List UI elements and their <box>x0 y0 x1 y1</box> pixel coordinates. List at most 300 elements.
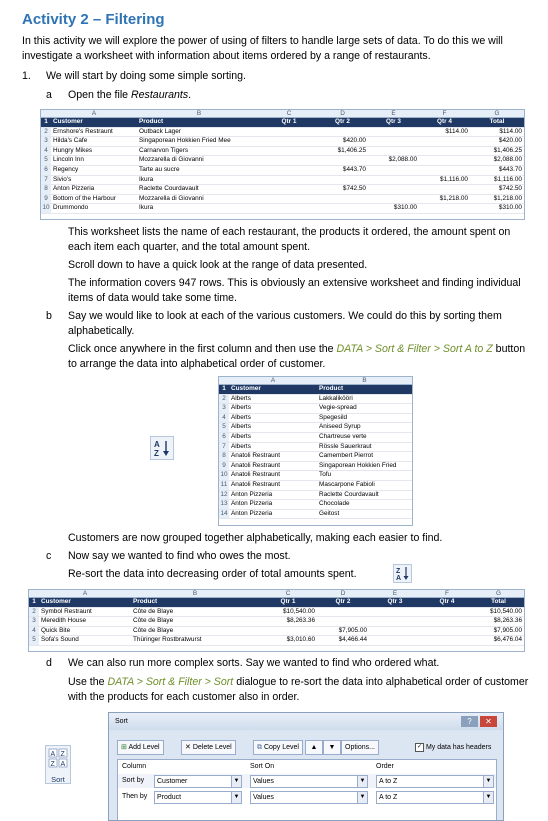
header-cell[interactable]: Product <box>131 598 259 608</box>
table-cell[interactable] <box>368 165 419 175</box>
table-cell[interactable] <box>261 165 317 175</box>
table-cell[interactable]: $114.00 <box>470 127 524 137</box>
table-cell[interactable]: Anatoli Restraunt <box>229 452 317 462</box>
table-cell[interactable] <box>317 204 368 214</box>
table-cell[interactable] <box>369 626 421 636</box>
table-cell[interactable]: Anton Pizzeria <box>229 490 317 500</box>
chevron-down-icon: ▼ <box>483 776 493 787</box>
worksheet-table <box>41 110 524 214</box>
table-cell[interactable]: $1,218.00 <box>419 194 470 204</box>
table-cell[interactable]: $420.00 <box>470 137 524 147</box>
table-row[interactable] <box>41 165 524 175</box>
delete-level-label: Delete Level <box>192 744 232 751</box>
table-cell[interactable]: Alberts <box>229 442 317 452</box>
header-cell[interactable]: Customer <box>39 598 131 608</box>
table-cell[interactable] <box>261 146 317 156</box>
table-cell[interactable]: $7,905.00 <box>317 626 369 636</box>
table-cell[interactable]: $2,088.00 <box>368 156 419 166</box>
add-level-icon: ⊞ <box>121 744 127 751</box>
table-row[interactable] <box>41 146 524 156</box>
step-b-label: b <box>46 310 52 322</box>
table-cell[interactable]: $114.00 <box>419 127 470 137</box>
column-letter[interactable]: F <box>419 110 470 118</box>
header-cell[interactable]: Qtr 3 <box>368 118 419 128</box>
table-cell[interactable]: Raclette Courdavault <box>317 490 412 500</box>
table-cell[interactable]: Ernshore's Restraunt <box>51 127 137 137</box>
dialog-window-buttons <box>459 716 497 727</box>
table-cell[interactable]: Anatoli Restraunt <box>229 471 317 481</box>
select-all-corner[interactable] <box>219 377 229 385</box>
table-cell[interactable]: Alberts <box>229 432 317 442</box>
table-row[interactable] <box>219 442 412 452</box>
step-d-label: d <box>46 657 52 669</box>
row-number[interactable]: 6 <box>41 165 51 175</box>
row-number[interactable]: 10 <box>41 204 51 214</box>
row-number[interactable]: 7 <box>41 175 51 185</box>
sort-dialog <box>108 712 504 821</box>
move-down-button[interactable] <box>323 740 341 755</box>
header-cell[interactable]: Qtr 1 <box>261 118 317 128</box>
step-1-number: 1. <box>22 70 31 82</box>
para-c1: Re-sort the data into decreasing order of total amounts spent. <box>68 568 357 580</box>
table-cell[interactable]: Chartreuse verte <box>317 432 412 442</box>
row-number[interactable]: 2 <box>219 394 229 404</box>
table-cell[interactable]: $1,116.00 <box>419 175 470 185</box>
table-cell[interactable]: Tofu <box>317 471 412 481</box>
then-by-column-value: Product <box>157 794 182 801</box>
table-row[interactable] <box>219 432 412 442</box>
copy-level-icon: ⧉ <box>257 744 262 751</box>
table-cell[interactable]: $310.00 <box>368 204 419 214</box>
table-cell[interactable]: Hilda's Cafe <box>51 137 137 147</box>
then-by-column-select[interactable] <box>154 791 242 804</box>
table-row[interactable] <box>219 480 412 490</box>
table-cell[interactable]: Thüringer Rostbratwurst <box>131 636 259 646</box>
table-row[interactable] <box>29 636 524 646</box>
sort-on-value: Values <box>253 778 274 785</box>
table-row[interactable] <box>41 194 524 204</box>
svg-text:A: A <box>396 575 402 582</box>
sort-level-row[interactable] <box>118 774 496 788</box>
row-number[interactable]: 3 <box>29 617 39 627</box>
table-row[interactable] <box>219 509 412 519</box>
table-cell[interactable] <box>419 204 470 214</box>
table-cell[interactable]: $10,540.00 <box>259 607 317 617</box>
table-row[interactable] <box>219 413 412 423</box>
svg-text:Z: Z <box>154 449 159 458</box>
header-cell[interactable]: Total <box>473 598 524 608</box>
restaurants-filename: Restaurants <box>131 89 189 101</box>
then-by-level-row[interactable] <box>118 790 496 804</box>
table-cell[interactable]: Bottom of the Harbour <box>51 194 137 204</box>
header-cell[interactable]: Qtr 2 <box>317 118 368 128</box>
table-cell[interactable] <box>317 127 368 137</box>
svg-text:Z: Z <box>50 761 55 768</box>
table-cell[interactable]: Regency <box>51 165 137 175</box>
table-cell[interactable]: Carnarvon Tigers <box>137 146 261 156</box>
arrow-down-icon: ▼ <box>328 744 336 751</box>
row-number[interactable]: 14 <box>219 509 229 519</box>
table-cell[interactable]: $3,010.60 <box>259 636 317 646</box>
row-number[interactable]: 3 <box>219 404 229 414</box>
table-cell[interactable]: Lincoln Inn <box>51 156 137 166</box>
table-cell[interactable]: Rössle Sauerkraut <box>317 442 412 452</box>
table-cell[interactable]: Aniseed Syrup <box>317 423 412 433</box>
move-up-button[interactable] <box>305 740 323 755</box>
menu-path-sort-a-to-z: DATA > Sort & Filter > Sort A to Z <box>336 343 493 355</box>
step-1-text: We will start by doing some simple sorting. <box>46 70 246 82</box>
para-d1 <box>68 675 536 705</box>
then-by-order-select[interactable] <box>376 791 494 804</box>
column-letter[interactable]: G <box>470 110 524 118</box>
row-number[interactable]: 8 <box>219 452 229 462</box>
my-data-headers-option[interactable] <box>415 742 491 754</box>
table-row[interactable] <box>41 185 524 195</box>
row-number[interactable]: 5 <box>219 423 229 433</box>
table-row[interactable] <box>41 175 524 185</box>
table-row[interactable] <box>41 204 524 214</box>
table-cell[interactable] <box>419 137 470 147</box>
table-cell[interactable] <box>419 146 470 156</box>
sort-a-to-z-glyph <box>151 437 173 459</box>
sort-z-to-a-glyph <box>394 565 411 582</box>
table-cell[interactable]: Quick Bite <box>39 626 131 636</box>
table-cell[interactable]: Mozzarella di Giovanni <box>137 156 261 166</box>
worksheet-screenshot-3 <box>28 589 525 652</box>
select-all-corner[interactable] <box>41 110 51 118</box>
table-row[interactable] <box>29 626 524 636</box>
checkbox-checked-icon[interactable]: ✓ <box>416 743 423 750</box>
table-cell[interactable] <box>317 194 368 204</box>
table-cell[interactable] <box>368 185 419 195</box>
table-cell[interactable]: $1,116.00 <box>470 175 524 185</box>
table-row[interactable] <box>29 607 524 617</box>
row-number[interactable]: 10 <box>219 471 229 481</box>
table-cell[interactable]: $1,406.25 <box>470 146 524 156</box>
para-b1 <box>68 342 536 372</box>
table-cell[interactable] <box>261 127 317 137</box>
row-number[interactable]: 4 <box>41 146 51 156</box>
table-cell[interactable] <box>368 175 419 185</box>
table-cell[interactable] <box>419 156 470 166</box>
table-cell[interactable]: $4,466.44 <box>317 636 369 646</box>
row-number[interactable]: 13 <box>219 500 229 510</box>
row-number[interactable]: 1 <box>219 385 229 395</box>
row-number[interactable]: 11 <box>219 480 229 490</box>
table-cell[interactable]: Meredith House <box>39 617 131 627</box>
table-cell[interactable] <box>421 607 473 617</box>
para-d1-pre: Use the <box>68 676 108 688</box>
table-cell[interactable] <box>369 617 421 627</box>
row-number[interactable]: 4 <box>29 626 39 636</box>
sort-level-label: Sort by <box>122 777 145 784</box>
step-c-label: c <box>46 550 52 562</box>
table-cell[interactable] <box>368 137 419 147</box>
table-row[interactable] <box>219 461 412 471</box>
table-cell[interactable]: Alberts <box>229 413 317 423</box>
table-row[interactable] <box>219 452 412 462</box>
table-cell[interactable]: Spegesild <box>317 413 412 423</box>
svg-text:A: A <box>154 440 160 449</box>
then-by-order-value: A to Z <box>379 794 398 801</box>
column-letter[interactable]: B <box>317 377 412 385</box>
worksheet-screenshot-1 <box>40 109 525 220</box>
step-d-text: We can also run more complex sorts. Say we wanted to find who ordered what. <box>68 657 440 669</box>
table-cell[interactable] <box>369 636 421 646</box>
row-number[interactable]: 4 <box>219 413 229 423</box>
table-cell[interactable]: $443.70 <box>470 165 524 175</box>
chevron-down-icon: ▼ <box>231 792 241 803</box>
table-cell[interactable]: Sivio's <box>51 175 137 185</box>
table-row[interactable] <box>219 500 412 510</box>
table-row[interactable] <box>219 394 412 404</box>
row-number[interactable]: 1 <box>29 598 39 608</box>
sort-button-label: Sort <box>51 775 65 784</box>
delete-level-icon: ✕ <box>185 744 191 751</box>
para-d1-post: dialogue to re-sort the data into alphabetical order of customer with the products for each customer also in order. <box>68 676 529 703</box>
header-cell[interactable]: Qtr 2 <box>317 598 369 608</box>
column-letter[interactable]: D <box>317 110 368 118</box>
row-number[interactable]: 6 <box>219 432 229 442</box>
table-row[interactable] <box>219 423 412 433</box>
column-letter[interactable]: A <box>229 377 317 385</box>
delete-level-button[interactable] <box>181 740 236 755</box>
table-row[interactable] <box>219 404 412 414</box>
step-a-post: . <box>188 89 192 101</box>
table-cell[interactable] <box>261 175 317 185</box>
svg-text:Z: Z <box>396 568 401 575</box>
step-a-text <box>68 88 191 103</box>
table-cell[interactable]: $1,218.00 <box>470 194 524 204</box>
header-cell[interactable]: Customer <box>229 385 317 395</box>
table-cell[interactable]: Chocolade <box>317 500 412 510</box>
sort-column-select[interactable] <box>154 775 242 788</box>
para-a3: The information covers 947 rows. This is obviously an extensive worksheet and finding individual items of data would take some time. <box>68 277 521 304</box>
svg-text:Z: Z <box>60 751 65 758</box>
header-cell[interactable]: Product <box>317 385 412 395</box>
column-letter[interactable]: E <box>368 110 419 118</box>
table-cell[interactable]: $443.70 <box>317 165 368 175</box>
header-cell[interactable]: Qtr 4 <box>419 118 470 128</box>
column-letter[interactable]: A <box>51 110 137 118</box>
row-number[interactable]: 2 <box>41 127 51 137</box>
table-cell[interactable] <box>317 607 369 617</box>
table-cell[interactable]: $6,476.04 <box>473 636 524 646</box>
copy-level-label: Copy Level <box>263 744 299 751</box>
sort-z-to-a-icon[interactable] <box>393 564 412 583</box>
para-b1-pre: Click once anywhere in the first column and then use the <box>68 343 337 355</box>
table-cell[interactable] <box>368 194 419 204</box>
table-cell[interactable] <box>317 175 368 185</box>
step-c-text: Now say we wanted to find who owes the most. <box>68 550 291 562</box>
table-cell[interactable] <box>419 165 470 175</box>
header-cell[interactable]: Qtr 4 <box>421 598 473 608</box>
table-cell[interactable]: Anatoli Restraunt <box>229 461 317 471</box>
row-number[interactable]: 5 <box>41 156 51 166</box>
add-level-button[interactable] <box>117 740 164 755</box>
table-cell[interactable]: Anatoli Restraunt <box>229 480 317 490</box>
row-number[interactable]: 12 <box>219 490 229 500</box>
table-cell[interactable]: Anton Pizzeria <box>229 509 317 519</box>
svg-text:A: A <box>50 751 56 758</box>
sort-dialog-icon <box>46 746 70 770</box>
header-cell[interactable]: Qtr 3 <box>369 598 421 608</box>
column-letter[interactable]: G <box>473 590 524 598</box>
table-cell[interactable]: $742.50 <box>470 185 524 195</box>
para-a1: This worksheet lists the name of each restaurant, the products it ordered, the amount spent on each item each quarter, and the total amount spent. <box>68 226 511 253</box>
row-number[interactable]: 3 <box>41 137 51 147</box>
table-cell[interactable]: Camembert Pierrot <box>317 452 412 462</box>
column-letter[interactable]: B <box>137 110 261 118</box>
table-cell[interactable]: Alberts <box>229 423 317 433</box>
table-cell[interactable]: Raclette Courdavault <box>137 185 261 195</box>
table-cell[interactable]: Côte de Blaye <box>131 607 259 617</box>
row-number[interactable]: 9 <box>41 194 51 204</box>
header-cell[interactable]: Product <box>137 118 261 128</box>
chevron-down-icon: ▼ <box>483 792 493 803</box>
svg-text:A: A <box>60 761 66 768</box>
table-cell[interactable]: Sofa's Sound <box>39 636 131 646</box>
row-number[interactable]: 7 <box>219 442 229 452</box>
table-cell[interactable]: Côte de Blaye <box>131 626 259 636</box>
table-cell[interactable]: $2,088.00 <box>470 156 524 166</box>
step-a-label: a <box>46 89 52 101</box>
table-row[interactable] <box>41 127 524 137</box>
column-letter[interactable]: B <box>131 590 259 598</box>
column-letter[interactable]: C <box>259 590 317 598</box>
table-cell[interactable]: Lakkalikööri <box>317 394 412 404</box>
table-cell[interactable]: Singaporean Hokkien Fried Mee <box>137 137 261 147</box>
table-cell[interactable] <box>419 185 470 195</box>
sort-a-to-z-icon[interactable] <box>150 436 174 460</box>
table-row[interactable] <box>41 137 524 147</box>
table-cell[interactable]: $8,263.36 <box>259 617 317 627</box>
worksheet-screenshot-2 <box>218 376 413 526</box>
table-cell[interactable]: $8,263.36 <box>473 617 524 627</box>
sort-column-value: Customer <box>157 778 188 785</box>
table-row[interactable] <box>219 471 412 481</box>
column-letter[interactable]: C <box>261 110 317 118</box>
sort-order-value: A to Z <box>379 778 398 785</box>
step-b-text: Say we would like to look at each of the various customers. We could do this by sorting them alphabetically. <box>68 310 502 337</box>
then-by-sort-on-select[interactable] <box>250 791 368 804</box>
table-cell[interactable]: $7,905.00 <box>473 626 524 636</box>
table-cell[interactable] <box>421 626 473 636</box>
step-a-pre: Open the file <box>68 89 132 101</box>
copy-level-button[interactable] <box>253 740 303 755</box>
table-row[interactable] <box>219 490 412 500</box>
table-cell[interactable]: Ikura <box>137 204 261 214</box>
sort-dialog-title: Sort <box>109 713 503 730</box>
column-header: Column <box>122 763 147 770</box>
row-number[interactable]: 2 <box>29 607 39 617</box>
header-cell[interactable]: Qtr 1 <box>259 598 317 608</box>
then-by-sort-on-value: Values <box>253 794 274 801</box>
page-title: Activity 2 – Filtering <box>22 11 165 28</box>
table-cell[interactable]: Alberts <box>229 404 317 414</box>
options-button[interactable]: Options... <box>341 740 379 755</box>
table-cell[interactable]: Mascarpone Fabioli <box>317 480 412 490</box>
table-cell[interactable]: Geitost <box>317 509 412 519</box>
table-cell[interactable]: $742.50 <box>317 185 368 195</box>
sort-on-select[interactable] <box>250 775 368 788</box>
sort-order-select[interactable] <box>376 775 494 788</box>
header-cell[interactable]: Total <box>470 118 524 128</box>
table-cell[interactable] <box>421 617 473 627</box>
table-row[interactable] <box>29 617 524 627</box>
order-header: Order <box>376 763 394 770</box>
close-button[interactable]: ✕ <box>480 716 497 727</box>
para-b1-post: button to arrange the data into alphabetical order of customer. <box>68 343 526 370</box>
table-cell[interactable]: Anton Pizzeria <box>51 185 137 195</box>
table-cell[interactable] <box>261 137 317 147</box>
table-cell[interactable] <box>317 156 368 166</box>
table-cell[interactable]: Mozzarella di Giovanni <box>137 194 261 204</box>
table-cell[interactable]: Vegie-spread <box>317 404 412 414</box>
table-cell[interactable]: $1,406.25 <box>317 146 368 156</box>
table-cell[interactable]: Anton Pizzeria <box>229 500 317 510</box>
table-cell[interactable] <box>259 626 317 636</box>
sort-levels-grid <box>117 759 497 821</box>
column-letter[interactable]: A <box>39 590 131 598</box>
table-cell[interactable]: Outback Lager <box>137 127 261 137</box>
table-cell[interactable] <box>261 204 317 214</box>
table-cell[interactable]: Ikura <box>137 175 261 185</box>
table-cell[interactable]: Hungry Mikes <box>51 146 137 156</box>
column-letter[interactable]: E <box>369 590 421 598</box>
then-by-label: Then by <box>122 793 148 800</box>
header-cell[interactable]: Customer <box>51 118 137 128</box>
intro-paragraph: In this activity we will explore the power of using of filters to handle large sets of data. To do this we will investigate a worksheet with information about items ordered by a range of restaurants. <box>22 35 503 62</box>
worksheet-table-by-total <box>29 590 524 646</box>
table-cell[interactable] <box>368 127 419 137</box>
table-cell[interactable]: $10,540.00 <box>473 607 524 617</box>
table-cell[interactable] <box>317 617 369 627</box>
table-cell[interactable] <box>261 185 317 195</box>
chevron-down-icon: ▼ <box>357 792 367 803</box>
table-cell[interactable]: $420.00 <box>317 137 368 147</box>
row-number[interactable]: 1 <box>41 118 51 128</box>
table-cell[interactable]: Drummondo <box>51 204 137 214</box>
row-number[interactable]: 9 <box>219 461 229 471</box>
table-cell[interactable] <box>421 636 473 646</box>
para-b2: Customers are now grouped together alphabetically, making each easier to find. <box>68 532 443 544</box>
table-cell[interactable]: Symbol Restraunt <box>39 607 131 617</box>
table-cell[interactable]: $310.00 <box>470 204 524 214</box>
help-button[interactable]: ? <box>461 716 478 727</box>
table-cell[interactable]: Tarte au sucre <box>137 165 261 175</box>
table-cell[interactable]: Côte de Blaye <box>131 617 259 627</box>
select-all-corner[interactable] <box>29 590 39 598</box>
menu-path-sort: DATA > Sort & Filter > Sort <box>107 676 234 688</box>
table-cell[interactable] <box>261 156 317 166</box>
row-number[interactable]: 8 <box>41 185 51 195</box>
column-letter[interactable]: D <box>317 590 369 598</box>
sort-button[interactable] <box>45 745 71 784</box>
table-cell[interactable]: Singaporean Hokkien Fried <box>317 461 412 471</box>
table-cell[interactable] <box>369 607 421 617</box>
sort-on-header: Sort On <box>250 763 275 770</box>
my-data-headers-label: My data has headers <box>425 744 492 751</box>
row-number[interactable]: 5 <box>29 636 39 646</box>
table-cell[interactable]: Alberts <box>229 394 317 404</box>
table-row[interactable] <box>41 156 524 166</box>
worksheet-table-sorted <box>219 377 412 519</box>
table-cell[interactable] <box>261 194 317 204</box>
table-cell[interactable] <box>368 146 419 156</box>
chevron-down-icon: ▼ <box>357 776 367 787</box>
column-letter[interactable]: F <box>421 590 473 598</box>
